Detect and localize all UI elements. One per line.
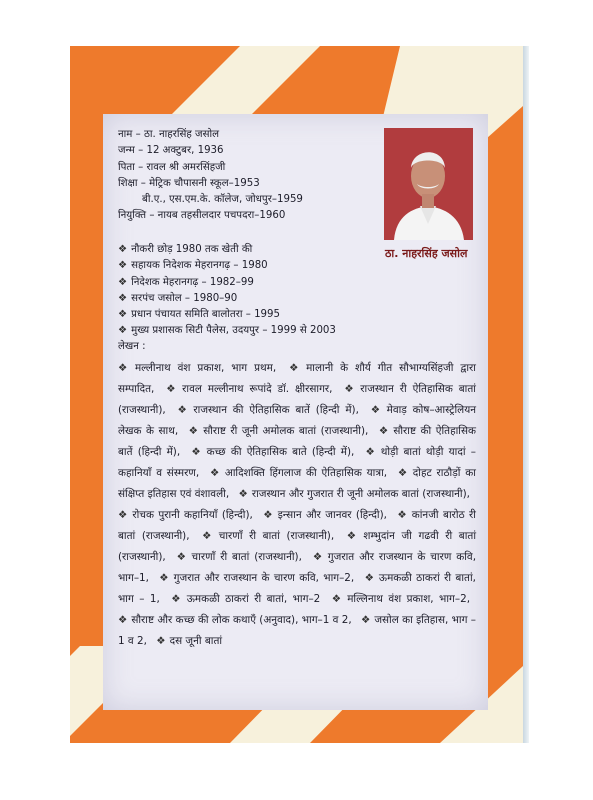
content-panel [103, 114, 488, 710]
bullet-icon: ❖ [344, 383, 357, 395]
work-item: ❖ जसोल का इतिहास, भाग – 1 व 2, [118, 614, 476, 647]
bullet-icon: ❖ [238, 488, 248, 500]
career-item: ❖ मुख्य प्रशासक सिटी पैलेस, उदयपुर – 1999 से 2003 [118, 325, 336, 337]
bio-education-ba: बी.ए., एस.एम.के. कॉलेज, जोधपुर–1959 [142, 194, 303, 206]
bio-education: शिक्षा – मेट्रिक चौपासनी स्कूल–1953 [118, 177, 260, 189]
work-item: ❖ सौराष्ट की ऐतिहासिक बातें (हिन्दी में), [118, 425, 476, 458]
bullet-icon: ❖ [370, 404, 383, 416]
bullet-icon: ❖ [118, 244, 128, 255]
work-item: ❖ शम्भुदांन जी गढवी री बातां (राजस्थानी), [118, 530, 477, 563]
bullet-icon: ❖ [360, 614, 371, 626]
bullet-icon: ❖ [176, 551, 188, 563]
bullet-icon: ❖ [365, 446, 377, 458]
work-item: ❖ कच्छ की ऐतिहासिक बाते (हिन्दी में), [191, 446, 355, 458]
bullet-icon: ❖ [397, 509, 408, 521]
bullet-icon: ❖ [202, 530, 215, 542]
bio-father: पिता – रावल श्री अमरसिंहजी [118, 161, 226, 173]
work-item: ❖ रोचक पुरानी कहानियाँ (हिन्दी), [118, 509, 253, 521]
bullet-icon: ❖ [118, 509, 129, 521]
career-item: ❖ प्रधान पंचायत समिति बालोतरा – 1995 [118, 309, 280, 321]
bullet-icon: ❖ [118, 292, 128, 304]
work-item: ❖ मेवाड़ कोष–आस्ट्रेलियन लेखक के साथ, [118, 404, 476, 437]
author-portrait-image [384, 128, 473, 240]
work-item: ❖ गुजरात और राजस्थान के चारण कवि, भाग–1, [118, 551, 476, 584]
work-item: ❖ मल्लीनाथ वंश प्रकाश, भाग प्रथम, [118, 362, 277, 374]
bullet-icon: ❖ [118, 260, 128, 272]
work-item: ❖ चारणाँ री बातां (राजस्थानी), [202, 530, 335, 542]
work-item: ❖ मल्लिनाथ वंश प्रकाश, भाग–2, [331, 593, 470, 605]
work-item: ❖ ऊमकळी ठाकरां री बातां, भाग – 1, [118, 572, 476, 605]
bullet-icon: ❖ [364, 572, 375, 584]
career-list [118, 242, 478, 340]
career-item: ❖ निदेशक मेहरानगढ़ – 1982–99 [118, 276, 254, 288]
career-item: ❖ सहायक निदेशक मेहरानगढ़ – 1980 [118, 260, 268, 272]
work-item: ❖ सौराष्ट री जूनी अमोलक बातां (राजस्थानी), [188, 425, 369, 437]
work-item: ❖ दस जूनी बातां [156, 635, 223, 647]
bullet-icon: ❖ [289, 362, 303, 374]
bullet-icon: ❖ [166, 383, 179, 395]
bullet-icon: ❖ [118, 362, 131, 374]
works-list [118, 358, 476, 652]
bio-birth: जन्म – 12 अक्टुबर, 1936 [118, 145, 224, 157]
work-item: ❖ राजस्थान की ऐतिहासिक बातें (हिन्दी में), [177, 404, 359, 416]
bullet-icon: ❖ [118, 309, 128, 321]
bio-appointment: नियुक्ति – नायब तहसीलदार पचपदरा–1960 [118, 210, 286, 222]
work-item: ❖ थोड़ी बातां थोड़ी यादां – कहानियाँ व संस्मरण, [118, 446, 476, 479]
career-item: ❖ सरपंच जसोल – 1980–90 [118, 292, 238, 304]
work-item: ❖ रावल मल्लीनाथ रूपांदे डॉ. क्षीरसागर, [166, 383, 333, 395]
work-item: ❖ मालानी के शौर्य गीत सौभाग्यसिंहजी द्वारा सम्पादित, [118, 362, 476, 395]
bullet-icon: ❖ [188, 425, 200, 437]
bullet-icon: ❖ [397, 467, 409, 479]
bullet-icon: ❖ [346, 530, 360, 542]
career-item: ❖ नौकरी छोड़ 1980 तक खेती की [118, 244, 253, 255]
bullet-icon: ❖ [312, 551, 324, 563]
bullet-icon: ❖ [378, 425, 390, 437]
bullet-icon: ❖ [331, 593, 344, 605]
work-item: ❖ राजस्थान और गुजरात री जूनी अमोलक बातां (राजस्थानी), [238, 488, 470, 500]
author-photo [384, 128, 473, 240]
bullet-icon: ❖ [156, 635, 166, 647]
work-item: ❖ राजस्थान री ऐतिहासिक बातां (राजस्थानी), [118, 383, 476, 416]
bio-block [118, 127, 368, 225]
work-item: ❖ ऊमकळी ठाकरां री बातां, भाग–2 [171, 593, 321, 605]
bullet-icon: ❖ [171, 593, 183, 605]
photo-caption: ठा. नाहरसिंह जसोल [385, 247, 468, 260]
bullet-icon: ❖ [209, 467, 221, 479]
book-spine-edge [523, 46, 529, 743]
works-heading: लेखन : [118, 341, 146, 352]
bio-name: नाम – ठा. नाहरसिंह जसोल [118, 129, 220, 140]
bullet-icon: ❖ [177, 404, 190, 416]
book-back-cover [70, 46, 523, 743]
bullet-icon: ❖ [118, 614, 128, 626]
work-item: ❖ आदिशक्ति हिंगलाज की ऐतिहासिक यात्रा, [209, 467, 388, 479]
work-item: ❖ सौराष्ट और कच्छ की लोक कथाएँ (अनुवाद), भाग–1 व 2, [118, 614, 352, 626]
work-item: ❖ इन्सान और जानवर (हिन्दी), [263, 509, 387, 521]
bullet-icon: ❖ [191, 446, 203, 458]
bullet-icon: ❖ [118, 276, 128, 288]
work-item: ❖ गुजरात और राजस्थान के चारण कवि, भाग–2, [159, 572, 355, 584]
bullet-icon: ❖ [159, 572, 170, 584]
work-item: ❖ चारणाँ री बातां (राजस्थानी), [176, 551, 302, 563]
bullet-icon: ❖ [118, 325, 128, 337]
work-item: ❖ दोहट राठौड़ों का संक्षिप्त इतिहास एवं वंशावली, [118, 467, 476, 500]
bullet-icon: ❖ [263, 509, 274, 521]
work-item: ❖ कांनजी बारोठ री बातां (राजस्थानी), [118, 509, 476, 542]
